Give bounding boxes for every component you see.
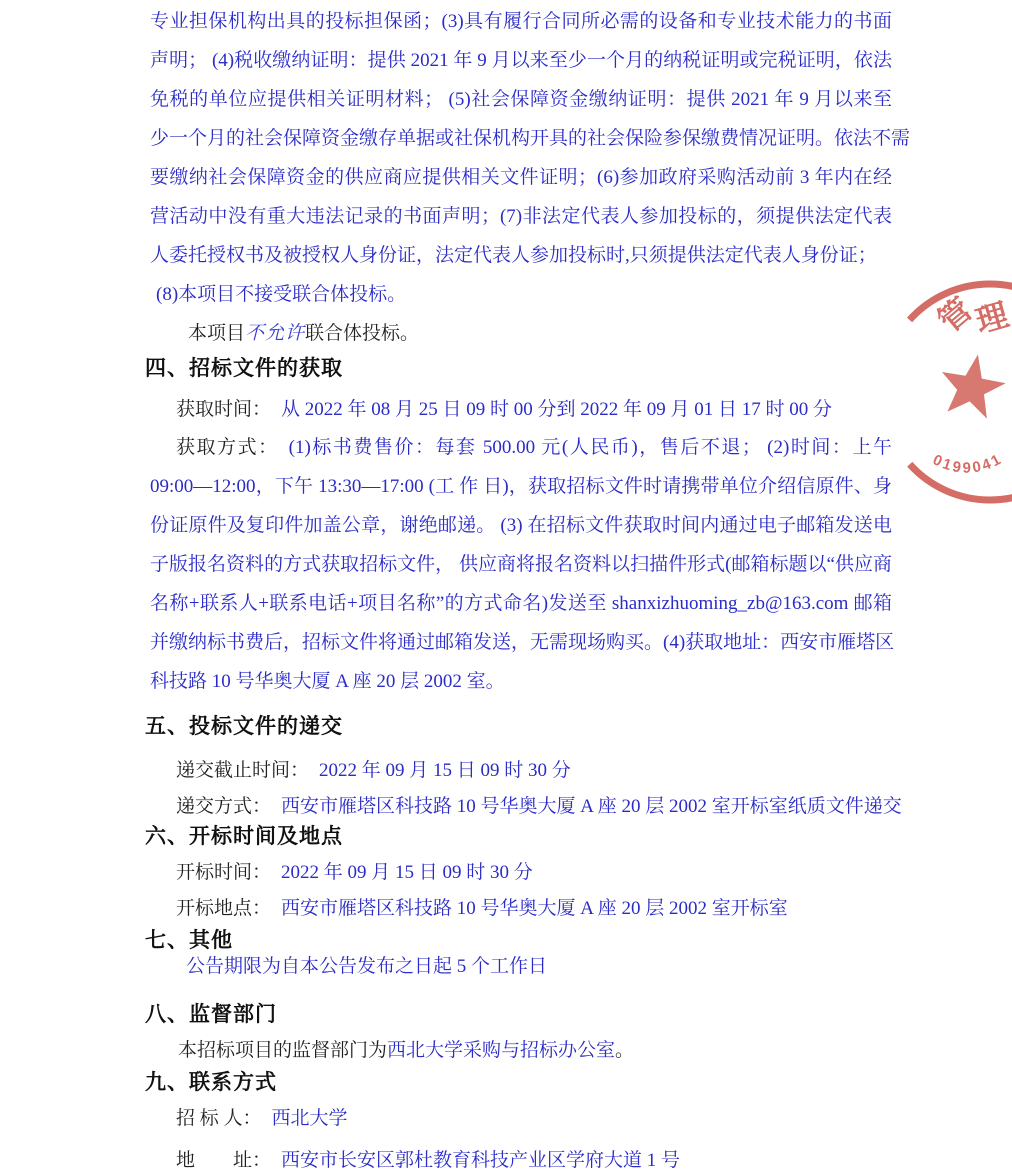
submission-deadline-label: 递交截止时间： <box>176 760 310 781</box>
bidder-value: 西北大学 <box>271 1108 348 1129</box>
method-line: 名称+联系人+联系电话+项目名称”的方式命名)发送至 shanxizhuoming_zb@163.com 邮箱 <box>150 593 892 614</box>
acquire-time-value: 从 2022 年 08 月 25 日 09 时 00 分到 2022 年 09 月 01 日 17 时 00 分 <box>281 399 833 420</box>
seal-number: 0199041 <box>930 450 1006 477</box>
section-7-heading: 七、其他 <box>145 929 233 952</box>
section-8-heading: 八、监督部门 <box>145 1003 277 1026</box>
opening-place-row <box>150 894 918 924</box>
section-6-heading: 六、开标时间及地点 <box>145 825 343 848</box>
opening-time-label: 开标时间： <box>176 862 272 883</box>
address-label: 地 址： <box>176 1150 272 1171</box>
submission-deadline-row <box>150 756 918 786</box>
opening-time-value: 2022 年 09 月 15 日 09 时 30 分 <box>281 862 533 883</box>
bidder-row <box>150 1104 918 1134</box>
intro-line: 专业担保机构出具的投标担保函；(3)具有履行合同所必需的设备和专业技术能力的书面 <box>150 11 892 32</box>
intro-line: 要缴纳社会保障资金的供应商应提供相关文件证明；(6)参加政府采购活动前 3 年内在经 <box>150 167 892 188</box>
acquire-method-paragraph <box>150 428 895 701</box>
method-line: 份证原件及复印件加盖公章，谢绝邮递。 (3) 在招标文件获取时间内通过电子邮箱发送电 <box>150 515 892 536</box>
acquire-time-label: 获取时间： <box>176 399 272 420</box>
bidder-label: 招 标 人： <box>176 1108 262 1129</box>
submission-method-value: 西安市雁塔区科技路 10 号华奥大厦 A 座 20 层 2002 室开标室纸质文件递交 <box>281 796 902 817</box>
no-consortium-note <box>150 314 930 353</box>
method-line: 09:00—12:00，下午 13:30—17:00 (工 作 日)，获取招标文件时请携带单位介绍信原件、身 <box>150 476 892 497</box>
section-5-heading: 五、投标文件的递交 <box>145 715 343 738</box>
method-line: 并缴纳标书费后，招标文件将通过邮箱发送，无需现场购买。(4)获取地址：西安市雁塔区 <box>150 632 895 653</box>
address-row <box>150 1146 918 1174</box>
submission-method-label: 递交方式： <box>176 796 272 817</box>
method-line <box>150 428 892 467</box>
opening-time-row <box>150 858 918 888</box>
intro-paragraph <box>150 2 911 314</box>
supervision-prefix: 本招标项目的监督部门为 <box>178 1040 388 1061</box>
method-line: 子版报名资料的方式获取招标文件， 供应商将报名资料以扫描件形式(邮箱标题以“供应商 <box>150 554 892 575</box>
intro-line: 声明； (4)税收缴纳证明：提供 2021 年 9 月以来至少一个月的纳税证明或完税证明，依法 <box>150 50 892 71</box>
note-prefix: 本项目 <box>188 323 246 344</box>
announcement-period: 公告期限为自本公告发布之日起 5 个工作日 <box>186 956 548 977</box>
intro-line: (8)本项目不接受联合体投标。 <box>156 284 407 305</box>
opening-place-label: 开标地点： <box>176 898 272 919</box>
opening-place-value: 西安市雁塔区科技路 10 号华奥大厦 A 座 20 层 2002 室开标室 <box>281 898 788 919</box>
seal-star-icon <box>942 355 1006 419</box>
section-9-heading: 九、联系方式 <box>145 1071 277 1094</box>
method-line-text: (1)标书费售价：每套 500.00 元(人民币)，售后不退； (2)时间：上午 <box>288 437 892 458</box>
supervision-office: 西北大学采购与招标办公室 <box>387 1040 616 1061</box>
note-emphasis: 不允许 <box>245 323 306 344</box>
acquire-time-row <box>150 395 918 425</box>
supervision-line <box>150 1036 920 1066</box>
acquire-method-label: 获取方式： <box>176 437 279 458</box>
note-suffix: 联合体投标。 <box>305 323 420 344</box>
seal-arc-char: 管 <box>931 290 979 340</box>
supervision-suffix: 。 <box>615 1040 635 1061</box>
method-line: 科技路 10 号华奥大厦 A 座 20 层 2002 室。 <box>150 671 505 692</box>
intro-line: 少一个月的社会保障资金缴存单据或社保机构开具的社会保险参保缴费情况证明。依法不需 <box>150 128 911 149</box>
section-4-heading: 四、招标文件的获取 <box>145 357 343 380</box>
intro-line: 营活动中没有重大违法记录的书面声明；(7)非法定代表人参加投标的，须提供法定代表 <box>150 206 892 227</box>
submission-deadline-value: 2022 年 09 月 15 日 09 时 30 分 <box>319 760 571 781</box>
address-value: 西安市长安区郭杜教育科技产业区学府大道 1 号 <box>281 1150 681 1171</box>
seal-arc-char: 理 <box>971 296 1012 340</box>
intro-line: 免税的单位应提供相关证明材料； (5)社会保障资金缴纳证明：提供 2021 年 9 月以来至 <box>150 89 892 110</box>
submission-method-row <box>150 792 918 822</box>
intro-line: 人委托授权书及被授权人身份证，法定代表人参加投标时,只须提供法定代表人身份证； <box>150 245 877 266</box>
